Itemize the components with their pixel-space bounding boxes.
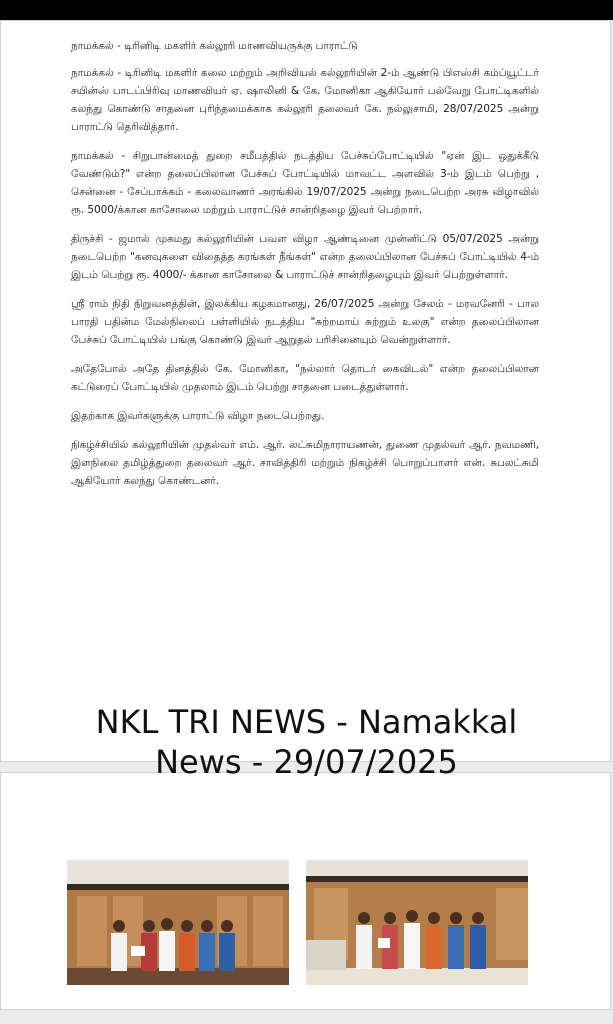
event-photo-right-image: [306, 860, 528, 985]
article-paragraph: திருச்சி - ஜமால் முகமது கல்லூரியின் பவள விழா ஆண்டினை முன்னிட்டு 05/07/2025 அன்று நடைபெற்ற "கனவுகளை விதைத்த கரங்கள் நீங்கள்" என்ற தலைப்பிலான பேச்சுப் போட்டியில் 4-ம் இடம் பெற்று ரூ. 4000/- க்கான காசோலை & பாராட்டுச் சான்றிதழையும் இவர் பெற்றுள்ளார்.: [71, 233, 539, 281]
article-paragraph: அதேபோல் அதே தினத்தில் கே. மோனிகா, "நல்லார் தொடர் கைவிடல்" என்ற தலைப்பிலான கட்டுரைப் போட்டியில் முதலாம் இடம் பெற்று சாதனை படைத்துள்ளார்.: [71, 363, 539, 393]
article-paragraph: நாமக்கல் - டிரினிடி மகளிர் கலை மற்றும் அறிவியல் கல்லூரியின் 2-ம் ஆண்டு பிஎஸ்சி கம்ப்யூட்டர் சயின்ஸ் பாடப்பிரிவு மாணவியர் ஏ. ஷாலினி & கே. மோனிகா ஆகியோர் பல்வேறு போட்டிகளில் கலந்து கொண்டு சாதனை புரிந்தமைக்காக கல்லூரி தலைவர் கே. நல்லுசாமி, 28/07/2025 அன்று பாராட்டு தெரிவித்தார்.: [71, 67, 539, 133]
event-photo-right[interactable]: [306, 860, 528, 985]
news-caption: [0, 702, 613, 782]
event-photo-left[interactable]: [67, 860, 289, 985]
article-paragraph: இதற்காக இவர்களுக்கு பாராட்டு விழா நடைபெற்றது.: [71, 410, 325, 422]
bottom-margin: [0, 1010, 613, 1024]
article-card: [0, 20, 611, 762]
article-paragraph: நாமக்கல் - சிறுபான்மைத் துறை சமீபத்தில் நடத்திய பேச்சுப்போட்டியில் "ஏன் இட ஒதுக்கீடு வேண்டும்?" என்ற தலைப்பிலான பேச்சுப் போட்டியில் மாவட்ட அளவில் 3-ம் இடம் பெற்று , சென்னை - சேப்பாக்கம் - கலைவாணர் அரங்கில் 19/07/2025 அன்று நடைபெற்ற அரசு விழாவில் ரூ. 5000/க்கான காசோலை மற்றும் பாராட்டுச் சான்றிதழை இவர் பெற்றார்.: [71, 150, 539, 216]
article-body: [71, 37, 539, 501]
event-photo-left-image: [67, 860, 289, 985]
article-headline: நாமக்கல் - டிரினிடி மகளிர் கல்லூரி மாணவியருக்கு பாராட்டு: [71, 40, 358, 52]
caption-line-1: NKL TRI NEWS - Namakkal: [95, 703, 518, 741]
caption-line-2: News - 29/07/2025: [155, 743, 458, 781]
article-paragraph: நிகழ்ச்சியில் கல்லூரியின் முதல்வர் எம். ஆர். லட்சுமிநாராயணன், துணை முதல்வர் ஆர். நவமணி, இளநிலை தமிழ்த்துறை தலைவர் ஆர். சாவித்திரி மற்றும் நிகழ்ச்சி பொறுப்பாளர் என். சுபலட்சுமி ஆகியோர் கலந்து கொண்டனர்.: [71, 439, 539, 487]
status-bar: [0, 0, 613, 20]
article-paragraph: ஸ்ரீ ராம் நிதி நிறுவனத்தின், இலக்கிய கழகமானது, 26/07/2025 அன்று சேலம் - மரவனேரி - பால பாரதி பதின்ம மேல்நிலைப் பள்ளியில் நடத்திய "சுற்றமாய் சுற்றும் உலகு" என்ற தலைப்பிலான பேச்சுப் போட்டியில் பங்கு கொண்டு இவர் ஆறுதல் பரிசினையும் வென்றுள்ளார்.: [71, 298, 539, 346]
